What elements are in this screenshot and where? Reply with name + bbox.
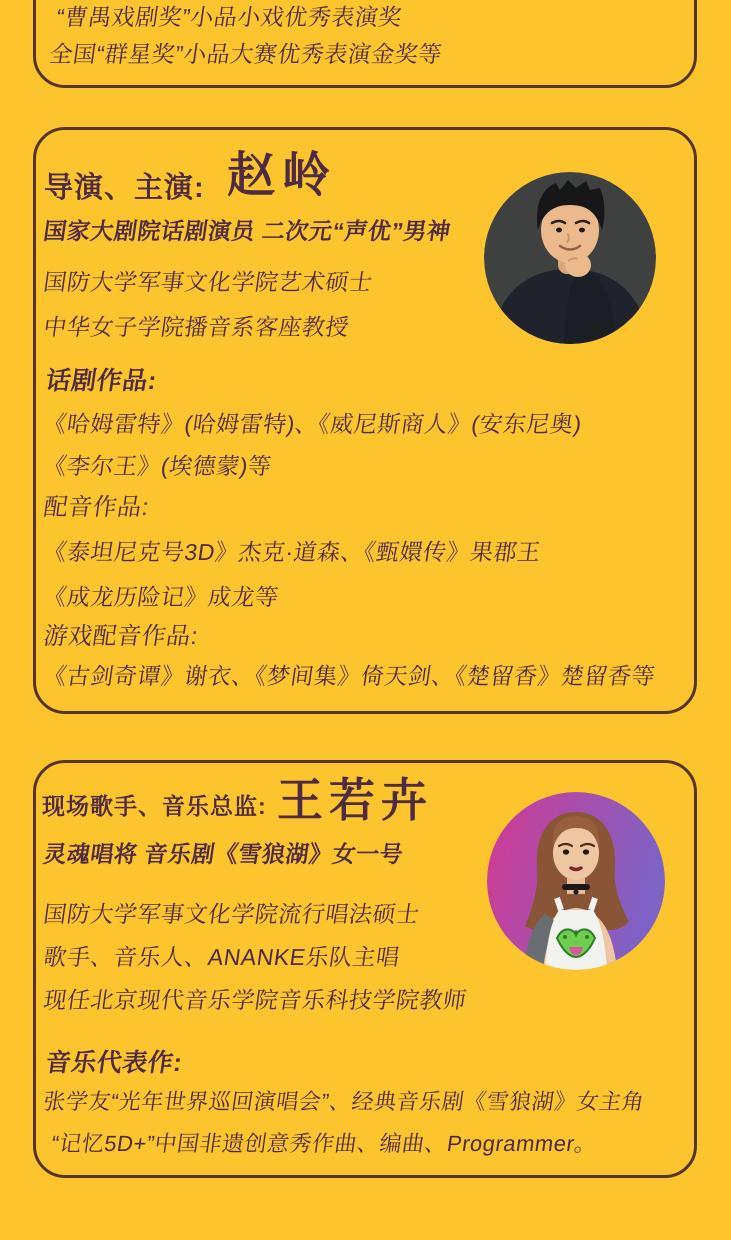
role-label: 现场歌手、音乐总监: [42, 793, 267, 819]
role-label: 导演、主演: [44, 172, 205, 204]
section-heading: 话剧作品: [43, 367, 159, 395]
person-name: 赵岭 [227, 149, 338, 202]
credential-line: 中华女子学院播音系客座教授 [41, 314, 352, 340]
award-line: 全国“群星奖”小品大赛优秀表演金奖等 [47, 41, 444, 67]
award-line: “曹禺戏剧奖”小品小戏优秀表演奖 [54, 4, 404, 30]
tagline: 灵魂唱将 音乐剧《雪狼湖》女一号 [41, 841, 405, 867]
works-line: 张学友“光年世界巡回演唱会”、经典音乐剧《雪狼湖》女主角 [41, 1089, 647, 1114]
credential-line: 国防大学军事文化学院艺术硕士 [41, 269, 375, 295]
section-heading: 音乐代表作: [43, 1049, 185, 1077]
woman-portrait-illustration [487, 792, 665, 970]
portrait-photo-director [484, 172, 656, 344]
singer-card [33, 760, 697, 1178]
tagline: 国家大剧院话剧演员 二次元“声优”男神 [41, 218, 453, 244]
person-name: 王若卉 [277, 774, 433, 826]
credential-line: 国防大学军事文化学院流行唱法硕士 [41, 901, 422, 927]
portrait-photo-singer [487, 792, 665, 970]
works-line: 《哈姆雷特》(哈姆雷特)、《威尼斯商人》(安东尼奥) [41, 411, 584, 437]
works-line: 《泰坦尼克号3D》杰克·道森、《甄嬛传》果郡王 [41, 539, 543, 565]
credential-line: 歌手、音乐人、ANANKE乐队主唱 [41, 944, 402, 970]
credential-line: 现任北京现代音乐学院音乐科技学院教师 [41, 987, 469, 1013]
works-line: 《古剑奇谭》谢衣、《梦间集》倚天剑、《楚留香》楚留香等 [41, 663, 658, 689]
director-card [33, 127, 697, 714]
section-heading: 配音作品: [41, 494, 151, 521]
awards-card [33, 0, 697, 88]
section-heading: 游戏配音作品: [41, 623, 200, 650]
works-line: 《李尔王》(埃德蒙)等 [41, 453, 274, 479]
works-line: 《成龙历险记》成龙等 [41, 584, 281, 610]
works-line: “记忆5D+”中国非遗创意秀作曲、编曲、Programmer。 [49, 1131, 599, 1156]
man-portrait-illustration [484, 172, 656, 344]
